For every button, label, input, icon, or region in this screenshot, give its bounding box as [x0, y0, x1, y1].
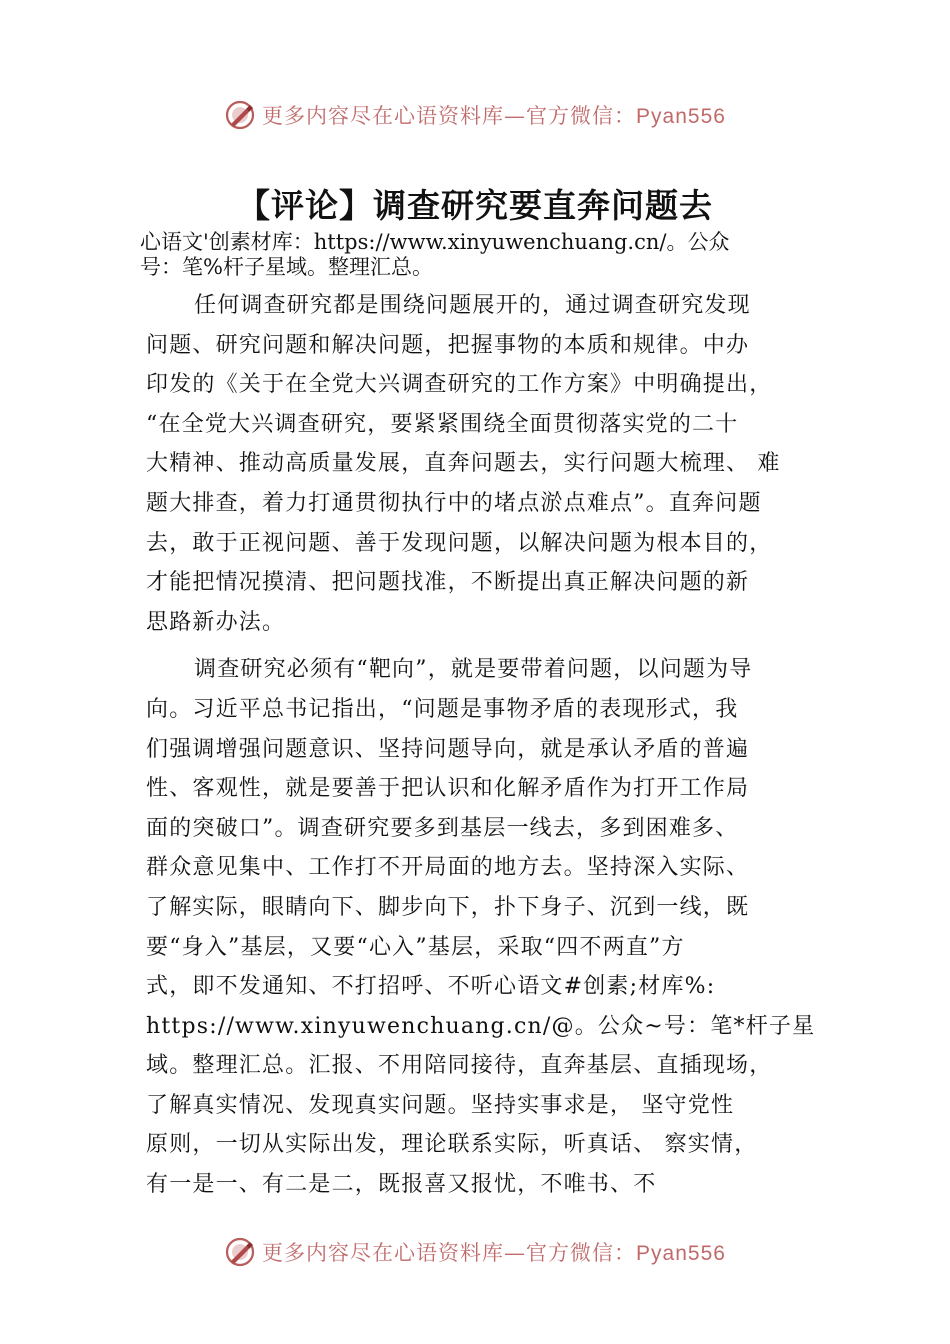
pen-seal-icon [224, 99, 256, 131]
banner-wechat-id: Pyan556 [636, 105, 726, 128]
text-line: 式，即不发通知、不打招呼、不听心语文#创素;材库%: [146, 974, 716, 1000]
document-title: 【评论】调查研究要直奔问题去 [237, 186, 713, 225]
text-line: 要“身入”基层，又要“心入”基层，采取“四不两直”方 [146, 934, 685, 960]
text-line: 调查研究必须有“靶向”，就是要带着问题，以问题为导 [194, 657, 753, 683]
paragraph-2 [146, 650, 822, 1204]
pen-seal-icon [224, 1236, 256, 1268]
source-line: 心语文'创素材库：https://www.xinyuwenchuang.cn/。公众 [140, 230, 730, 254]
text-line: 去，敢于正视问题、善于发现问题，以解决问题为根本目的， [146, 530, 773, 556]
document-body [146, 286, 822, 1205]
source-note [140, 230, 840, 280]
bottom-watermark-banner [0, 1230, 950, 1274]
text-line: 域。整理汇总。汇报、不用陪同接待，直奔基层、直插现场， [146, 1053, 773, 1079]
text-line: 题大排查，着力打通贯彻执行中的堵点淤点难点”。直奔问题 [146, 490, 762, 516]
text-line: 们强调增强问题意识、坚持问题导向，就是承认矛盾的普遍 [146, 736, 750, 762]
text-line: 任何调查研究都是围绕问题展开的，通过调查研究发现 [194, 293, 751, 318]
text-line: 思路新办法。 [146, 609, 286, 635]
text-line: 群众意见集中、工作打不开局面的地方去。坚持深入实际、 [146, 855, 750, 881]
text-line: 才能把情况摸清、把问题找准，不断提出真正解决问题的新 [146, 570, 750, 596]
banner-wechat-id: Pyan556 [636, 1242, 726, 1265]
text-line: 原则，一切从实际出发，理论联系实际，听真话、 察实情， [146, 1132, 758, 1158]
text-line: 印发的《关于在全党大兴调查研究的工作方案》中明确提出， [146, 372, 773, 398]
banner-text: 更多内容尽在心语资料库—官方微信：Pyan556 [262, 104, 726, 128]
text-line: 问题、研究问题和解决问题，把握事物的本质和规律。中办 [146, 332, 750, 358]
text-line: 了解真实情况、发现真实问题。坚持实事求是， 坚守党性 [146, 1092, 735, 1118]
banner-text: 更多内容尽在心语资料库—官方微信：Pyan556 [262, 1241, 726, 1265]
text-line: 大精神、推动高质量发展，直奔问题去，实行问题大梳理、 难 [146, 451, 781, 477]
text-line: 面的突破口”。调查研究要多到基层一线去，多到困难多、 [146, 815, 739, 841]
text-line: 有一是一、有二是二，既报喜又报忧，不唯书、不 [146, 1172, 657, 1198]
text-line: “在全党大兴调查研究，要紧紧围绕全面贯彻落实党的二十 [146, 411, 739, 437]
top-watermark-banner [0, 93, 950, 137]
text-line: https://www.xinyuwenchuang.cn/@。公众~号：笔*杆子星 [146, 1013, 816, 1039]
text-line: 性、客观性，就是要善于把认识和化解矛盾作为打开工作局 [146, 776, 750, 802]
source-line: 号：笔%杆子星域。整理汇总。 [140, 255, 433, 279]
text-line: 向。习近平总书记指出，“问题是事物矛盾的表现形式，我 [146, 696, 739, 722]
text-line: 了解实际，眼睛向下、脚步向下，扑下身子、沉到一线，既 [146, 894, 750, 920]
paragraph-1 [146, 286, 822, 642]
